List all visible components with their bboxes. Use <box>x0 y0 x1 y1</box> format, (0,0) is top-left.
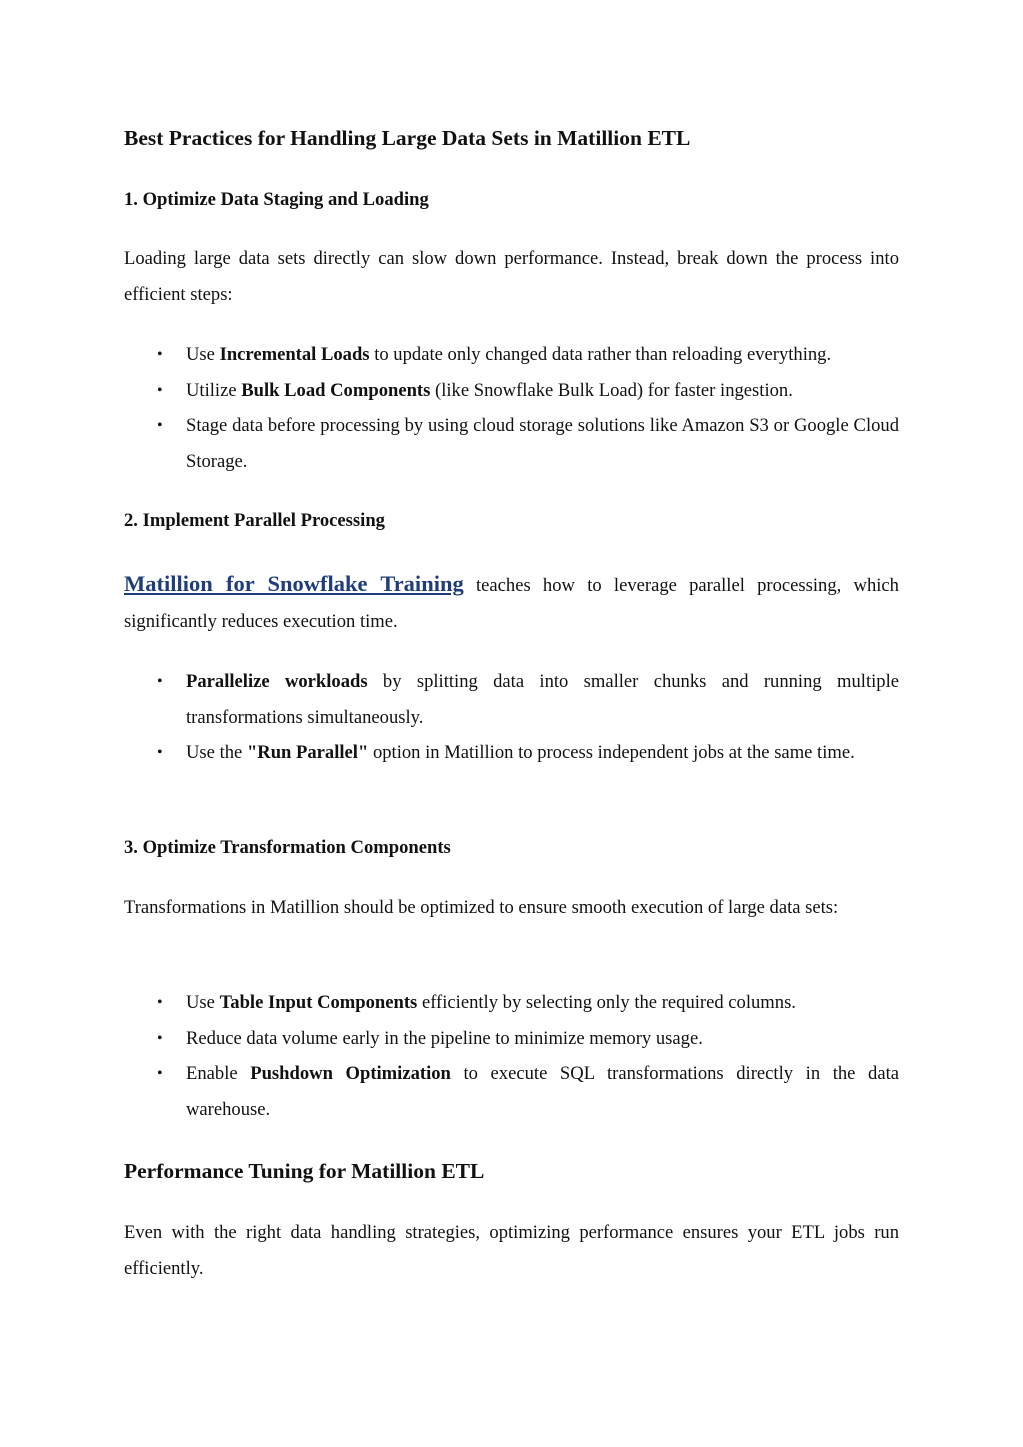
bullet-icon: • <box>157 417 163 434</box>
list-item: • Use Table Input Components efficiently by selecting only the required columns. <box>124 985 899 1021</box>
section-1-intro: Loading large data sets directly can slow down performance. Instead, break down the process into efficient steps: <box>124 248 899 305</box>
matillion-training-link[interactable]: Matillion for Snowflake Training <box>124 571 464 596</box>
list-item: • Reduce data volume early in the pipeline to minimize memory usage. <box>124 1021 899 1057</box>
list-item: • Parallelize workloads by splitting data into smaller chunks and running multiple transformations simultaneously. <box>124 664 899 735</box>
section-2-intro-text: teaches how to leverage parallel processing, which significantly reduces execution time. <box>124 575 899 632</box>
list-item: • Stage data before processing by using cloud storage solutions like Amazon S3 or Google Cloud Storage. <box>124 408 899 479</box>
section-2-intro <box>124 566 899 639</box>
document-title: Best Practices for Handling Large Data Sets in Matillion ETL <box>124 126 691 150</box>
section-3-heading: 3. Optimize Transformation Components <box>124 837 451 858</box>
bullet-icon: • <box>157 1065 163 1082</box>
section-3-bullet-list <box>124 985 899 1127</box>
list-item: • Enable Pushdown Optimization to execute SQL transformations directly in the data warehouse. <box>124 1056 899 1127</box>
bullet-icon: • <box>157 1029 163 1047</box>
bullet-icon: • <box>157 994 163 1011</box>
list-item: • Use the "Run Parallel" option in Matillion to process independent jobs at the same time. <box>124 735 899 771</box>
bullet-icon: • <box>157 346 163 363</box>
list-item: • Use Incremental Loads to update only changed data rather than reloading everything. <box>124 337 899 373</box>
bullet-icon: • <box>157 381 163 399</box>
section-3-intro: Transformations in Matillion should be optimized to ensure smooth execution of large data sets: <box>124 897 839 918</box>
section-1-heading: 1. Optimize Data Staging and Loading <box>124 189 429 210</box>
section-2-heading: 2. Implement Parallel Processing <box>124 510 385 531</box>
section-2-bullet-list <box>124 664 899 771</box>
section-4-intro: Even with the right data handling strategies, optimizing performance ensures your ETL jobs run efficiently. <box>124 1222 899 1279</box>
bullet-icon: • <box>157 744 163 761</box>
section-1-bullet-list <box>124 337 899 479</box>
section-4-heading: Performance Tuning for Matillion ETL <box>124 1159 485 1183</box>
bullet-icon: • <box>157 673 163 690</box>
list-item: • Utilize Bulk Load Components (like Snowflake Bulk Load) for faster ingestion. <box>124 373 899 409</box>
